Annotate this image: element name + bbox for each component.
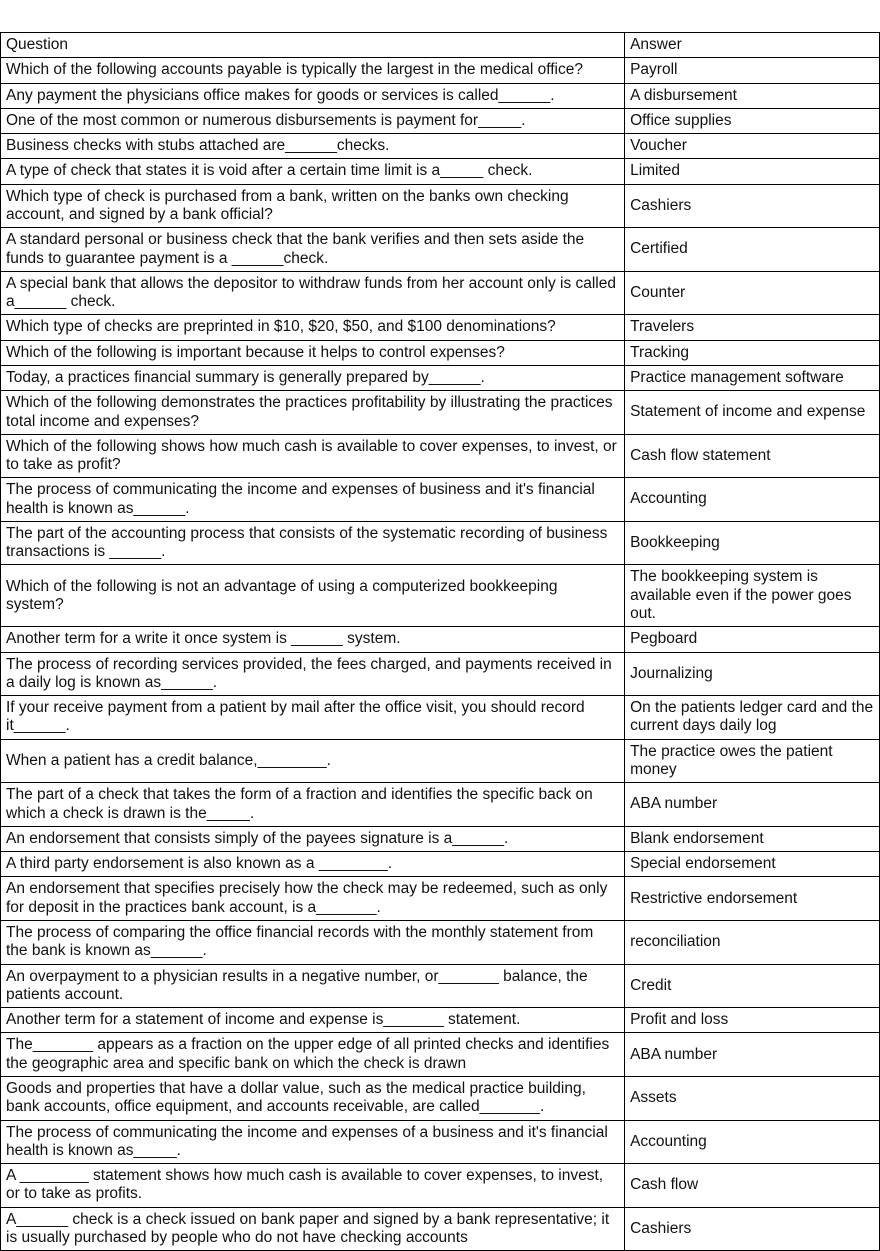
answer-cell: Assets [625,1076,880,1120]
answer-cell: ABA number [625,783,880,827]
question-cell: A______ check is a check issued on bank paper and signed by a bank representative; it is usually purchased by people who do not have checking accounts [1,1207,625,1251]
answer-cell: Statement of income and expense [625,391,880,435]
answer-cell: Pegboard [625,627,880,652]
question-cell: A special bank that allows the depositor to withdraw funds from her account only is called a______ check. [1,271,625,315]
table-row [1,1164,880,1208]
answer-cell: Special endorsement [625,852,880,877]
table-row [1,652,880,696]
table-row [1,852,880,877]
table-row [1,1120,880,1164]
table-row [1,83,880,108]
table-row [1,159,880,184]
answer-cell: Travelers [625,315,880,340]
answer-cell: Counter [625,271,880,315]
answer-cell: Journalizing [625,652,880,696]
table-row [1,521,880,565]
question-cell: Business checks with stubs attached are______checks. [1,134,625,159]
question-cell: Which of the following accounts payable is typically the largest in the medical office? [1,58,625,83]
question-cell: An endorsement that consists simply of the payees signature is a______. [1,826,625,851]
question-cell: One of the most common or numerous disbursements is payment for_____. [1,108,625,133]
table-row [1,184,880,228]
table-row [1,1033,880,1077]
question-cell: Which of the following is not an advantage of using a computerized bookkeeping system? [1,565,625,627]
answer-cell: Payroll [625,58,880,83]
table-row [1,964,880,1008]
table-row [1,783,880,827]
question-cell: Which of the following demonstrates the practices profitability by illustrating the practices total income and expenses? [1,391,625,435]
question-cell: The_______ appears as a fraction on the upper edge of all printed checks and identifies the geographic area and specific bank on which the check is drawn [1,1033,625,1077]
answer-cell: Cash flow statement [625,434,880,478]
question-cell: An endorsement that specifies precisely how the check may be redeemed, such as only for deposit in the practices bank account, is a_______. [1,877,625,921]
answer-cell: Voucher [625,134,880,159]
table-row [1,58,880,83]
question-cell: A ________ statement shows how much cash is available to cover expenses, to invest, or to take as profits. [1,1164,625,1208]
table-row [1,271,880,315]
answer-cell: Accounting [625,478,880,522]
answer-cell: Practice management software [625,365,880,390]
table-row [1,826,880,851]
question-cell: The process of communicating the income and expenses of a business and it's financial health is known as_____. [1,1120,625,1164]
question-cell: Which type of check is purchased from a bank, written on the banks own checking account, and signed by a bank official? [1,184,625,228]
question-cell: A standard personal or business check that the bank verifies and then sets aside the funds to guarantee payment is a ______check. [1,228,625,272]
answer-cell: Tracking [625,340,880,365]
question-cell: An overpayment to a physician results in a negative number, or_______ balance, the patients account. [1,964,625,1008]
question-cell: The process of comparing the office financial records with the monthly statement from the bank is known as______. [1,920,625,964]
answer-column-header: Answer [625,33,880,58]
question-cell: The part of the accounting process that consists of the systematic recording of business transactions is ______. [1,521,625,565]
table-row [1,1008,880,1033]
question-cell: The process of communicating the income and expenses of business and it's financial health is known as______. [1,478,625,522]
question-cell: Which of the following shows how much cash is available to cover expenses, to invest, or to take as profit? [1,434,625,478]
question-cell: Another term for a write it once system is ______ system. [1,627,625,652]
question-cell: The process of recording services provided, the fees charged, and payments received in a daily log is known as______. [1,652,625,696]
question-cell: If your receive payment from a patient by mail after the office visit, you should record it______. [1,696,625,740]
answer-cell: Office supplies [625,108,880,133]
qa-table-body [1,58,880,1251]
question-column-header: Question [1,33,625,58]
question-cell: The part of a check that takes the form of a fraction and identifies the specific back on which a check is drawn is the_____. [1,783,625,827]
question-cell: Today, a practices financial summary is generally prepared by______. [1,365,625,390]
answer-cell: Limited [625,159,880,184]
answer-cell: The bookkeeping system is available even if the power goes out. [625,565,880,627]
answer-cell: Restrictive endorsement [625,877,880,921]
question-cell: Which of the following is important because it helps to control expenses? [1,340,625,365]
question-cell: Another term for a statement of income and expense is_______ statement. [1,1008,625,1033]
answer-cell: Certified [625,228,880,272]
answer-cell: Cash flow [625,1164,880,1208]
answer-cell: Cashiers [625,1207,880,1251]
table-row [1,696,880,740]
table-row [1,1076,880,1120]
table-row [1,108,880,133]
table-row [1,434,880,478]
answer-cell: Credit [625,964,880,1008]
table-row [1,627,880,652]
table-row [1,340,880,365]
qa-table [0,32,880,1251]
table-row [1,315,880,340]
answer-cell: The practice owes the patient money [625,739,880,783]
question-cell: Any payment the physicians office makes for goods or services is called______. [1,83,625,108]
answer-cell: Cashiers [625,184,880,228]
answer-cell: Accounting [625,1120,880,1164]
table-row [1,228,880,272]
question-cell: Goods and properties that have a dollar value, such as the medical practice building, bank accounts, office equipment, and accounts receivable, are called_______. [1,1076,625,1120]
table-row [1,739,880,783]
answer-cell: Profit and loss [625,1008,880,1033]
answer-cell: ABA number [625,1033,880,1077]
answer-cell: On the patients ledger card and the current days daily log [625,696,880,740]
table-row [1,920,880,964]
question-cell: A third party endorsement is also known as a ________. [1,852,625,877]
table-row [1,478,880,522]
question-cell: A type of check that states it is void after a certain time limit is a_____ check. [1,159,625,184]
header-row [1,33,880,58]
answer-cell: Blank endorsement [625,826,880,851]
table-row [1,1207,880,1251]
table-row [1,391,880,435]
table-row [1,877,880,921]
answer-cell: Bookkeeping [625,521,880,565]
table-row [1,134,880,159]
answer-cell: A disbursement [625,83,880,108]
question-cell: When a patient has a credit balance,________. [1,739,625,783]
table-row [1,365,880,390]
question-cell: Which type of checks are preprinted in $10, $20, $50, and $100 denominations? [1,315,625,340]
table-row [1,565,880,627]
answer-cell: reconciliation [625,920,880,964]
